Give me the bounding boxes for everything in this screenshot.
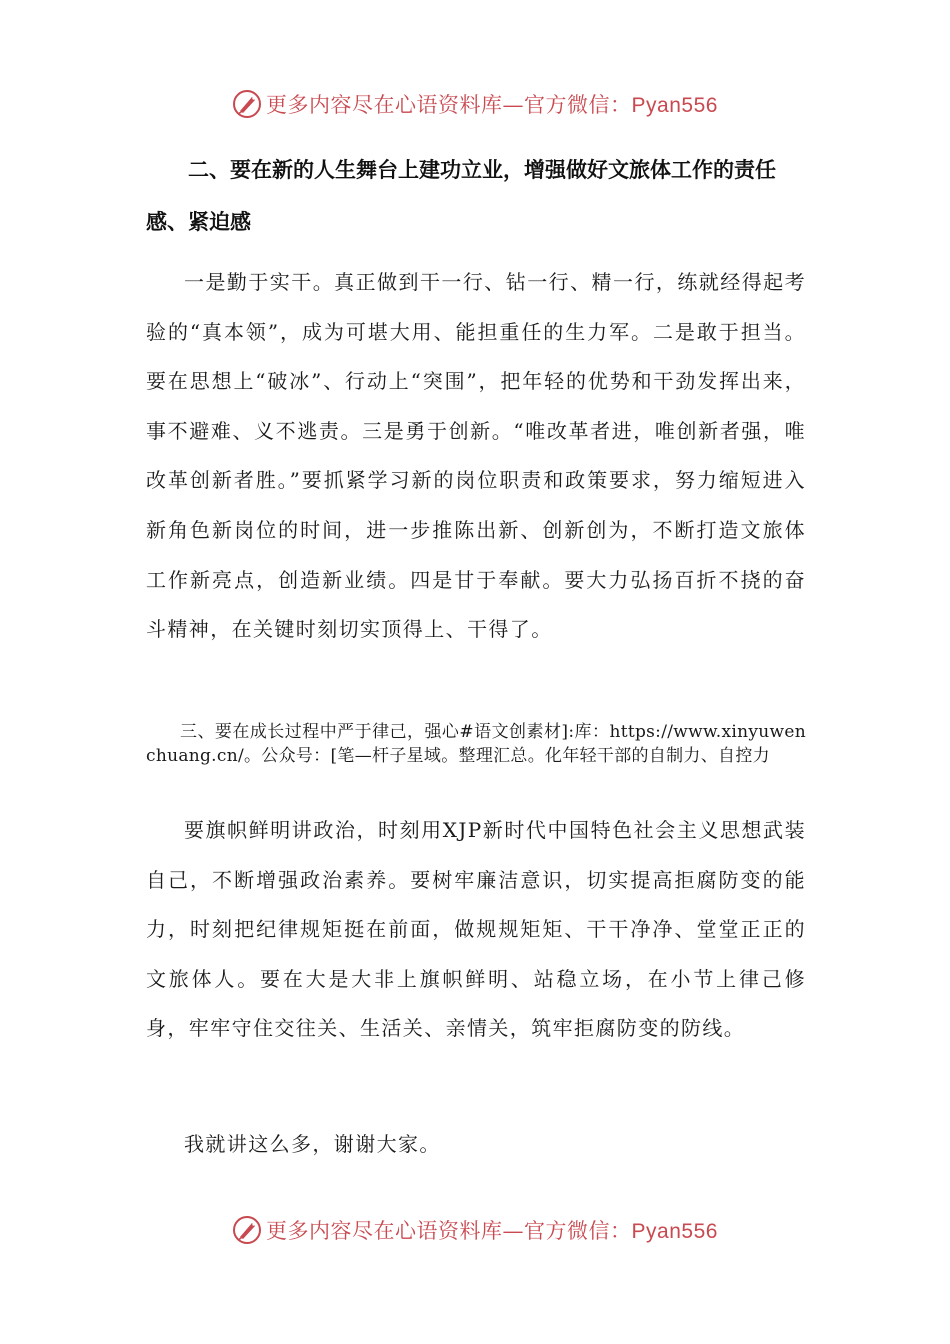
- pen-nib-logo-icon: [232, 89, 262, 119]
- banner-wechat-id: Pyan556: [631, 94, 718, 117]
- banner-label: 更多内容尽在心语资料库—官方微信：: [266, 93, 632, 117]
- pen-nib-logo-icon: [232, 1215, 262, 1245]
- banner-label: 更多内容尽在心语资料库—官方微信：: [266, 1219, 632, 1243]
- section2-body: 一是勤于实干。真正做到干一行、钻一行、精一行，练就经得起考验的“真本领”，成为可堪大用、能担重任的生力军。二是敢于担当。要在思想上“破冰”、行动上“突围”，把年轻的优势和干劲发挥出来，事不避难、义不逃责。三是勇于创新。“唯改革者进，唯创新者强，唯改革创新者胜。”要抓紧学习新的岗位职责和政策要求，努力缩短进入新角色新岗位的时间，进一步推陈出新、创新创为，不断打造文旅体工作新亮点，创造新业绩。四是甘于奉献。要大力弘扬百折不挠的奋斗精神，在关键时刻切实顶得上、干得了。: [146, 270, 806, 642]
- banner-text: [266, 1215, 718, 1245]
- section2-body-block: [146, 258, 806, 655]
- section3-heading: 三、要在成长过程中严于律己，强心#语文创素材]:库：https://www.xinyuwenchuang.cn/。公众号：[笔—杆子星域。整理汇总。化年轻干部的自制力、自控力: [146, 722, 806, 766]
- closing-text: 我就讲这么多，谢谢大家。: [184, 1132, 441, 1156]
- header-banner: [0, 84, 950, 124]
- section3-body: 要旗帜鲜明讲政治，时刻用XJP新时代中国特色社会主义思想武装自己，不断增强政治素养。要树牢廉洁意识，切实提高拒腐防变的能力，时刻把纪律规矩挺在前面，做规规矩矩、干干净净、堂堂正正的文旅体人。要在大是大非上旗帜鲜明、站稳立场，在小节上律己修身，牢牢守住交往关、生活关、亲情关，筑牢拒腐防变的防线。: [146, 818, 806, 1041]
- section3: [146, 720, 806, 768]
- section3-body-block: [146, 806, 806, 1054]
- section2-heading: 二、要在新的人生舞台上建功立业，增强做好文旅体工作的责任感、紧迫感: [146, 158, 776, 234]
- section2: [146, 144, 806, 248]
- banner-wechat-id: Pyan556: [631, 1220, 718, 1243]
- closing-block: [146, 1120, 806, 1170]
- footer-banner: [0, 1210, 950, 1250]
- banner-text: [266, 89, 718, 119]
